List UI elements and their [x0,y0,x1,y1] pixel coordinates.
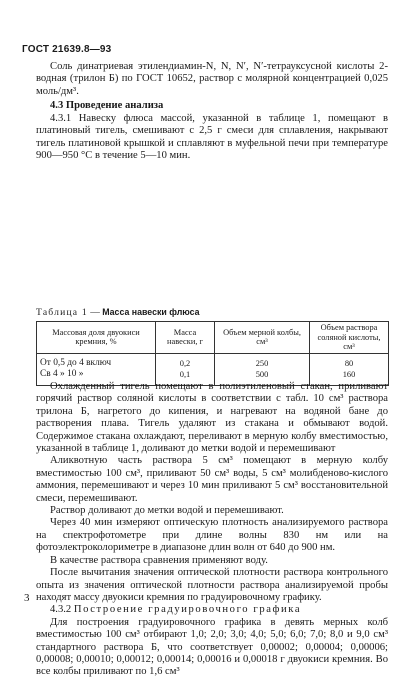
table-cell: 0,2 [156,353,215,369]
body-paragraph: В качестве раствора сравнения применяют воду. [50,554,268,566]
body-paragraph: Аликвотную часть раствора 5 см³ помещают в мерную колбу вместимостью 100 см³, приливают 50 см³ воды, 5 см³ молибденово-кислого аммония, перемешивают и через 10 мин приливают 5 см³ восстановительной смеси, перемешивают. [36,455,388,504]
paragraph-4-3-2-text: Для построения градуировочного графика в девять мерных колб вместимостью 100 см³ отбирают 1,0; 2,0; 3,0; 4,0; 5,0; 6,0; 7,0; 8,0 и 9,0 см³ стандартного раствора Б, что соответствует 0,00002; 0,00004; 0,00006; 0,00008; 0,00010; 0,00012; 0,00014; 0,00016 и 0,00018 г двуокиси кремния. Во все колбы приливают по 1,6 см³ [36,616,388,678]
section-4-3-2-title: Построение градуировочного графика [73,604,302,616]
table-header-cell: Объем мерной колбы, см³ [215,322,310,354]
paragraph-4-3-1 [36,113,388,163]
table-caption-prefix: Таблица 1 [36,307,88,318]
table-cell: 500 [215,369,310,385]
body-paragraphs [36,381,388,679]
table-cell: 0,1 [156,369,215,385]
section-4-3-title: 4.3 Проведение анализа [50,100,164,111]
table-header-cell: Объем раствора соляной кислоты, см³ [310,322,389,354]
table-cell: 250 [215,353,310,369]
table-header-row [37,322,389,354]
paragraph-4-3-1-text: 4.3.1 Навеску флюса массой, указанной в таблице 1, помещают в платиновый тигель, смешивают с 2,5 г смеси для сплавления, накрывают тигель платиновой крышкой и сплавляют в муфельной печи при температуре 900—950 °С в течение 5—10 мин. [36,113,388,162]
mass-table [36,321,389,386]
table-header-cell: Массовая доля двуокиси кремния, % [37,322,156,354]
body-paragraph: Раствор доливают до метки водой и перемешивают. [50,505,284,517]
table-cell: 80 [310,353,389,369]
table-caption-dash: — [87,307,103,318]
reagent-text: Соль динатриевая этилендиамин-N, N, N′, N′-тетрауксусной кислоты 2-водная (трилон Б) по ГОСТ 10652, раствор с молярной концентрацией 0,025 моль/дм³. [36,61,388,97]
body-paragraph: Охлажденный тигель помещают в полиэтиленовый стакан, приливают горячий раствор соляной кислоты в соответствии с табл. 10 см³ раствора трилона Б, нагретого до кипения, и нагревают на водяной бане до растворения плава. Тигель удаляют из стакана и обмывают водой. Содержимое стакана охлаждают, переливают в мерную колбу вместимостью, указанной в таблице 1, доливают до метки водой и перемешивают [36,381,388,455]
reagent-paragraph [36,61,388,98]
page-number: 3 [24,592,30,604]
table-cell: 160 [310,369,389,385]
table-header-cell: Масса навески, г [156,322,215,354]
table-caption [36,306,388,319]
body-paragraph: После вычитания значения оптической плотности раствора контрольного опыта из значения оптической плотности раствора анализируемой пробы находят массу двуокиси кремния по градуировочному графику. [36,567,388,603]
section-4-3-2-number: 4.3.2 [50,604,72,616]
table-cell: От 0,5 до 4 включ [37,353,156,369]
body-paragraph: Через 40 мин измеряют оптическую плотность анализируемого раствора на спектрофотометре при длине волны 830 нм или на фотоэлектроколориметре в диапазоне длин волн от 640 до 900 нм. [36,517,388,554]
section-4-3-2-heading [36,604,388,616]
standard-header: ГОСТ 21639.8—93 [22,44,112,55]
table-cell: Св 4 » 10 » [37,369,156,385]
section-4-3-heading [36,100,388,112]
table-caption-title: Масса навески флюса [102,307,200,317]
table-row [37,353,389,369]
